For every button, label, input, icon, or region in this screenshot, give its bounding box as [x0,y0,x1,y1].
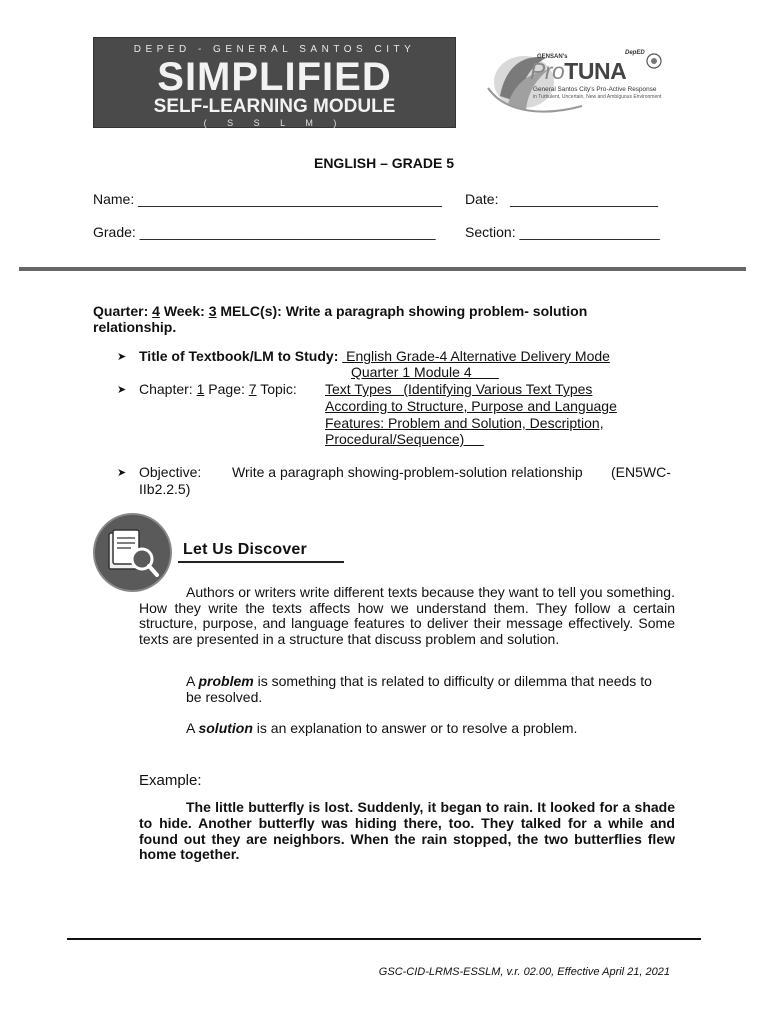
footer-text: GSC-CID-LRMS-ESSLM, v.r. 02.00, Effective April 21, 2021 [378,966,670,978]
divider [19,267,746,271]
topic-line-4: Procedural/Sequence) [325,431,484,447]
objective-code: (EN5WC- [611,464,671,480]
textbook-line: Title of Textbook/LM to Study: English Grade-4 Alternative Delivery Mode [139,348,610,364]
sslm-banner [93,37,456,128]
protuna-logo [486,44,672,128]
page-title: ENGLISH – GRADE 5 [313,155,455,171]
date-field[interactable]: Date: ___________________ [465,191,659,207]
arrow-bullet-icon: ➤ [117,351,127,363]
melc-heading: Quarter: 4 Week: 3 MELC(s): Write a paragraph showing problem- solution relationship. [93,303,588,335]
problem-definition: A problem is something that is related to difficulty or dilemma that needs to be resolved. [186,673,652,705]
logo-tagline-2: in Turbulent, Uncertain, New and Ambiguous Environment [533,94,662,100]
section-title: Let Us Discover [183,541,307,558]
section-field[interactable]: Section: __________________ [465,224,660,240]
book-magnifier-icon [95,515,170,590]
topic-line-2: According to Structure, Purpose and Language [325,398,617,414]
footer-divider [67,938,701,940]
logo-tagline: General Santos City's Pro-Active Response [533,86,657,93]
solution-definition: A solution is an explanation to answer or to resolve a problem. [186,720,578,736]
grade-field[interactable]: Grade: ______________________________________ [93,224,436,240]
banner-sub-text: SELF-LEARNING MODULE [153,96,396,117]
intro-paragraph: Authors or writers write different texts because they want to tell you something. How they write the texts affects how we understand them. They follow a certain structure, purpose, and language features to deliver their message effectively. Some texts are presented in a structure that discuss problem and solution. [139,584,675,647]
topic-line-1: Text Types (Identifying Various Text Types [325,381,593,397]
textbook-line-2: Quarter 1 Module 4 [351,364,499,380]
chapter-line: Chapter: 1 Page: 7 Topic: [139,381,297,397]
logo-deped-text: DepED [625,50,645,56]
objective-code-2: IIb2.2.5) [139,481,191,497]
example-paragraph: The little butterfly is lost. Suddenly, it began to rain. It looked for a shade to hide. Another butterfly was hiding there, too. They talked for a while and found out they are neighbors. When the rain stopped, the two butterflies flew home together. [139,799,675,863]
name-field[interactable]: Name: _______________________________________ [93,191,442,207]
objective-text: Write a paragraph showing-problem-solution relationship [232,464,583,480]
section-title-underline [178,561,344,563]
logo-protuna-text: ProTUNA [530,58,627,84]
arrow-bullet-icon: ➤ [117,384,127,396]
banner-sslm-text: ( S S L M ) [203,118,346,128]
topic-line-3: Features: Problem and Solution, Description, [325,415,604,431]
objective-label: Objective: [139,464,202,480]
banner-main-text: SIMPLIFIED [157,55,392,99]
logo-gensan-text: GENSAN's [537,54,568,60]
arrow-bullet-icon: ➤ [117,467,127,479]
example-label: Example: [139,772,202,789]
banner-top-text: DEPED - GENERAL SANTOS CITY [133,44,416,55]
discover-icon-badge [93,513,172,592]
